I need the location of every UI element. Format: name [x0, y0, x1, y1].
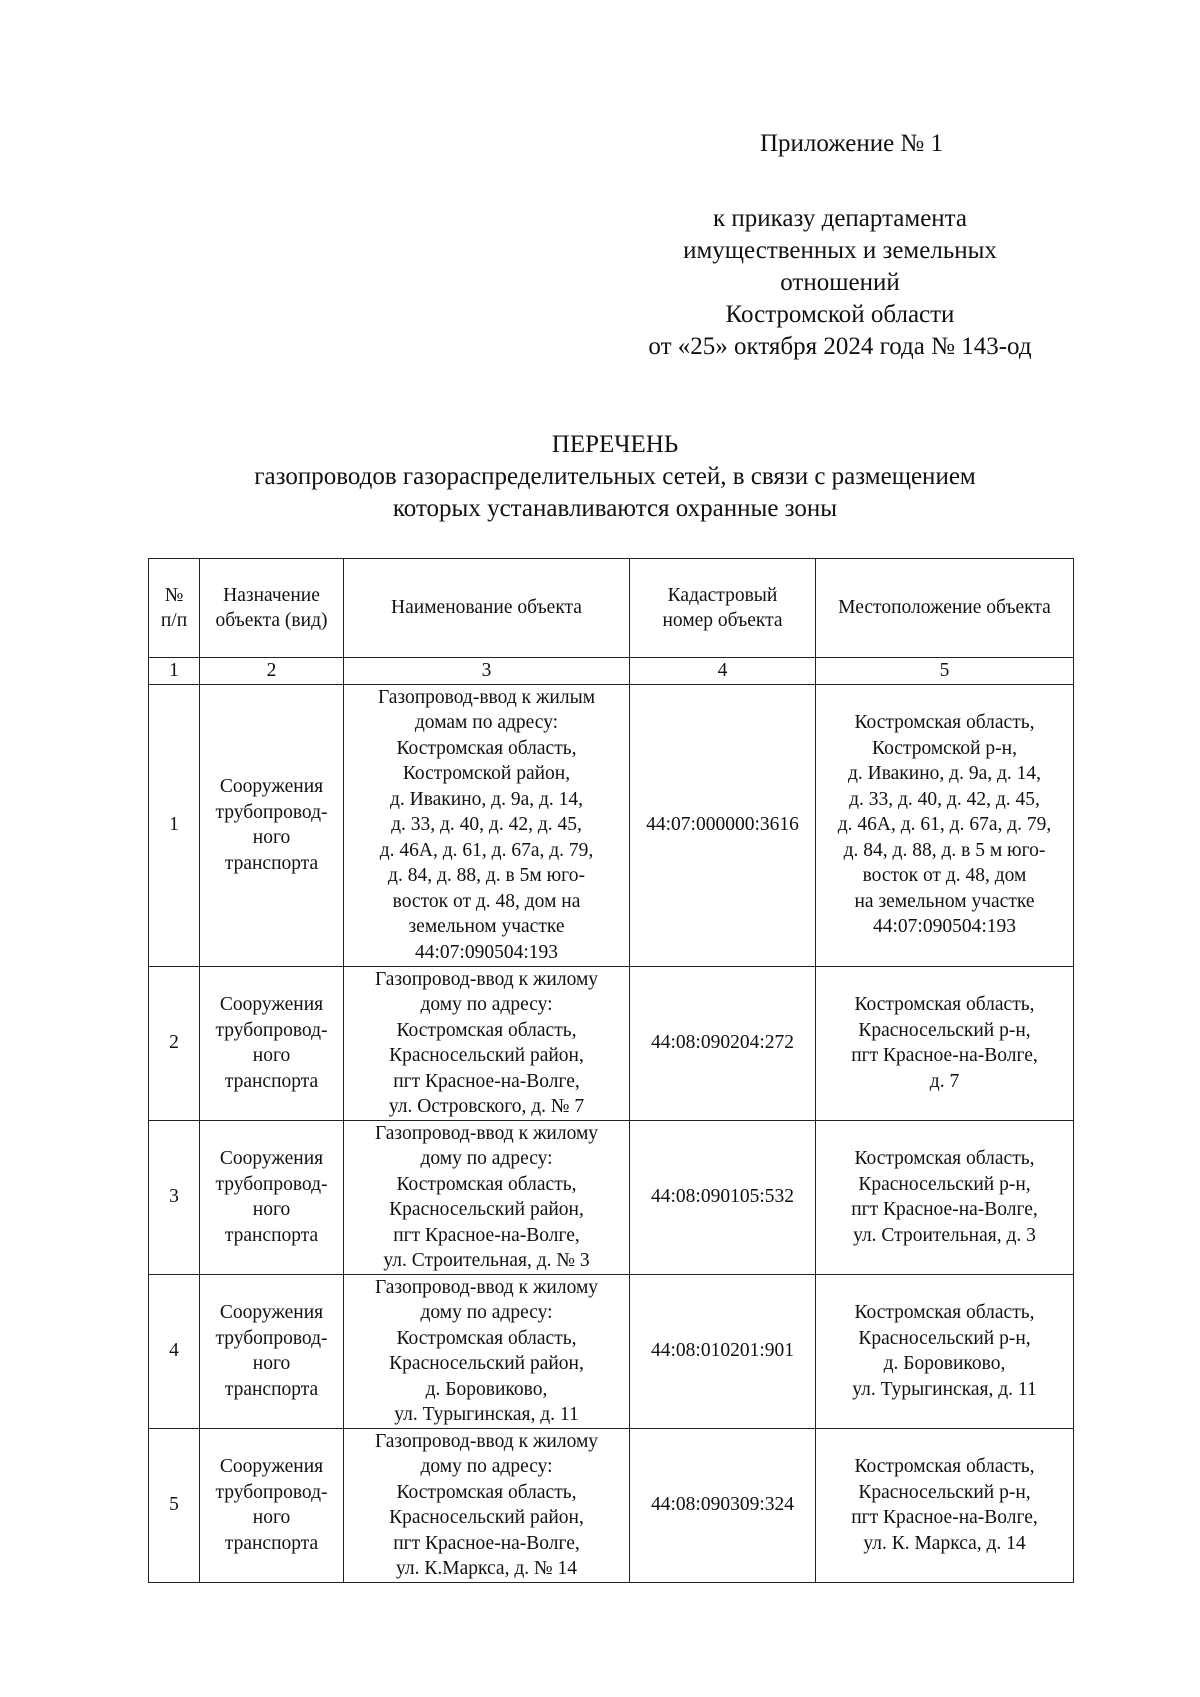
object-name-line: д. 46А, д. 61, д. 67а, д. 79, — [379, 839, 594, 861]
object-purpose-line: трубопровод- — [215, 1019, 328, 1041]
object-name-line: Красносельский район, — [389, 1045, 584, 1066]
object-name-line: д. 33, д. 40, д. 42, д. 45, — [391, 814, 582, 836]
object-purpose-line: Сооружения — [219, 1456, 324, 1477]
object-name-line: д. 84, д. 88, д. в 5м юго- — [388, 865, 585, 887]
row-number: 1 — [149, 684, 200, 966]
object-location-line: пгт Красное-на-Волге, — [851, 1199, 1038, 1220]
appendix-line: отношений — [780, 269, 900, 296]
object-location-line: ул. Строительная, д. 3 — [853, 1224, 1036, 1246]
appendix-line: к приказу департамента — [712, 205, 968, 232]
document-title: ПЕРЕЧЕНЬ — [551, 431, 679, 458]
object-purpose-line: Сооружения — [219, 1148, 324, 1169]
object-name-line: Красносельский район, — [389, 1507, 584, 1528]
object-name-line: Костромской район, — [402, 763, 571, 785]
object-purpose-line: трубопровод- — [215, 1173, 328, 1195]
object-location-line: Красносельский р-н, — [858, 1173, 1031, 1195]
object-purpose-line: транспорта — [224, 1224, 319, 1246]
object-location-line: д. 46А, д. 61, д. 67а, д. 79, — [837, 814, 1052, 836]
object-name-line: пгт Красное-на-Волге, — [393, 1224, 580, 1246]
header-number: № п/п — [149, 559, 200, 658]
object-location-line: д. 33, д. 40, д. 42, д. 45, — [849, 788, 1040, 810]
object-location-line: восток от д. 48, дом — [862, 865, 1027, 887]
object-name-line: Костромская область, — [396, 1019, 577, 1041]
object-purpose — [200, 966, 344, 1120]
object-location — [816, 1274, 1074, 1428]
object-purpose-line: ного — [252, 1507, 291, 1528]
cadastral-number: 44:08:010201:901 — [630, 1274, 816, 1428]
table-row — [149, 1274, 1074, 1428]
object-purpose-line: ного — [252, 1045, 291, 1066]
object-name — [344, 1274, 630, 1428]
object-location-line: Костромская область, — [854, 1302, 1035, 1323]
object-name-line: дому по адресу: — [420, 1456, 553, 1477]
object-name-line: Газопровод-ввод к жилому — [374, 1122, 599, 1144]
object-name-line: пгт Красное-на-Волге, — [393, 1070, 580, 1092]
gas-pipeline-table — [148, 558, 1074, 1583]
object-name — [344, 1428, 630, 1582]
object-purpose-line: Сооружения — [219, 1302, 324, 1323]
document-subtitle-line: которых устанавливаются охранные зоны — [392, 495, 838, 522]
object-name-line: д. Ивакино, д. 9а, д. 14, — [389, 788, 584, 810]
object-name-line: земельном участке — [408, 916, 565, 938]
object-name-line: Красносельский район, — [389, 1353, 584, 1374]
header-purpose: Назначение объекта (вид) — [200, 559, 344, 658]
object-name-line: Газопровод-ввод к жилым — [377, 686, 596, 708]
object-location-line: Костромская область, — [854, 994, 1035, 1015]
object-location-line: д. Ивакино, д. 9а, д. 14, — [847, 763, 1042, 785]
object-purpose-line: ного — [252, 827, 291, 848]
object-name-line: домам по адресу: — [414, 712, 559, 734]
cadastral-number: 44:08:090105:532 — [630, 1120, 816, 1274]
cadastral-number: 44:08:090204:272 — [630, 966, 816, 1120]
object-name — [344, 1120, 630, 1274]
object-name-line: Газопровод-ввод к жилому — [374, 1430, 599, 1452]
object-location-line: д. 84, д. 88, д. в 5 м юго- — [843, 839, 1046, 861]
object-name-line: Костромская область, — [396, 1481, 577, 1503]
object-location-line: д. 7 — [929, 1070, 960, 1092]
column-number: 1 — [149, 658, 200, 685]
object-name-line: дому по адресу: — [420, 1302, 553, 1323]
object-location-line: ул. Турыгинская, д. 11 — [852, 1378, 1037, 1400]
object-name — [344, 684, 630, 966]
object-purpose-line: ного — [252, 1353, 291, 1374]
object-name-line: Костромская область, — [396, 737, 577, 759]
object-purpose-line: транспорта — [224, 852, 319, 874]
object-location-line: Костромская область, — [854, 1456, 1035, 1477]
object-purpose-line: трубопровод- — [215, 801, 328, 823]
object-name-line: восток от д. 48, дом на — [392, 890, 581, 912]
appendix-reference — [560, 203, 1120, 363]
cadastral-number: 44:08:090309:324 — [630, 1428, 816, 1582]
object-name-line: 44:07:090504:193 — [414, 941, 558, 963]
object-location-line: Красносельский р-н, — [858, 1481, 1031, 1503]
object-purpose-line: Сооружения — [219, 994, 324, 1015]
object-purpose — [200, 1274, 344, 1428]
cadastral-number: 44:07:000000:3616 — [630, 684, 816, 966]
appendix-title: Приложение № 1 — [760, 130, 944, 157]
object-name-line: Красносельский район, — [389, 1199, 584, 1220]
column-number-row — [149, 658, 1074, 685]
column-number: 4 — [630, 658, 816, 685]
object-location — [816, 684, 1074, 966]
table-row — [149, 966, 1074, 1120]
object-location-line: пгт Красное-на-Волге, — [851, 1507, 1038, 1528]
row-number: 5 — [149, 1428, 200, 1582]
object-name-line: д. Боровиково, — [425, 1378, 548, 1400]
object-location-line: Костромская область, — [854, 712, 1035, 734]
object-location-line: пгт Красное-на-Волге, — [851, 1045, 1038, 1066]
object-name-line: Костромская область, — [396, 1327, 577, 1349]
object-location — [816, 1120, 1074, 1274]
document-subtitle-line: газопроводов газораспределительных сетей, в связи с размещением — [254, 463, 976, 490]
object-location-line: Костромская область, — [854, 1148, 1035, 1169]
row-number: 2 — [149, 966, 200, 1120]
object-location-line: на земельном участке — [854, 890, 1035, 912]
object-purpose-line: трубопровод- — [215, 1327, 328, 1349]
object-purpose-line: трубопровод- — [215, 1481, 328, 1503]
object-purpose-line: ного — [252, 1199, 291, 1220]
object-name-line: Костромская область, — [396, 1173, 577, 1195]
object-location-line: Красносельский р-н, — [858, 1327, 1031, 1349]
object-location — [816, 966, 1074, 1120]
object-name-line: ул. Строительная, д. № 3 — [383, 1250, 590, 1271]
table-row — [149, 1120, 1074, 1274]
object-name-line: пгт Красное-на-Волге, — [393, 1532, 580, 1554]
object-purpose-line: транспорта — [224, 1532, 319, 1554]
object-name-line: Газопровод-ввод к жилому — [374, 968, 599, 990]
object-purpose — [200, 684, 344, 966]
object-location-line: 44:07:090504:193 — [872, 916, 1016, 938]
table-header-row — [149, 559, 1074, 658]
table-row — [149, 1428, 1074, 1582]
object-name-line: дому по адресу: — [420, 994, 553, 1015]
column-number: 3 — [344, 658, 630, 685]
object-name-line: Газопровод-ввод к жилому — [374, 1276, 599, 1298]
object-location-line: Костромской р-н, — [872, 737, 1017, 759]
object-name-line: ул. Турыгинская, д. 11 — [394, 1404, 579, 1425]
row-number: 3 — [149, 1120, 200, 1274]
object-name-line: дому по адресу: — [420, 1148, 553, 1169]
object-name — [344, 966, 630, 1120]
object-name-line: ул. Островского, д. № 7 — [388, 1096, 585, 1117]
appendix-line: от «25» октября 2024 года № 143-од — [648, 333, 1032, 360]
table-row — [149, 684, 1074, 966]
header-location: Местоположение объекта — [816, 559, 1074, 658]
row-number: 4 — [149, 1274, 200, 1428]
object-location-line: д. Боровиково, — [883, 1353, 1006, 1374]
column-number: 5 — [816, 658, 1074, 685]
appendix-line: Костромской области — [725, 301, 955, 328]
object-name-line: ул. К.Маркса, д. № 14 — [396, 1558, 577, 1579]
object-purpose — [200, 1428, 344, 1582]
object-purpose-line: транспорта — [224, 1070, 319, 1092]
object-location — [816, 1428, 1074, 1582]
object-location-line: Красносельский р-н, — [858, 1019, 1031, 1041]
header-cadastral-number: Кадастровый номер объекта — [630, 559, 816, 658]
header-object-name: Наименование объекта — [344, 559, 630, 658]
object-purpose-line: транспорта — [224, 1378, 319, 1400]
object-purpose — [200, 1120, 344, 1274]
object-location-line: ул. К. Маркса, д. 14 — [863, 1532, 1026, 1554]
object-purpose-line: Сооружения — [219, 776, 324, 797]
column-number: 2 — [200, 658, 344, 685]
appendix-line: имущественных и земельных — [683, 237, 997, 264]
document-heading — [0, 429, 1200, 525]
